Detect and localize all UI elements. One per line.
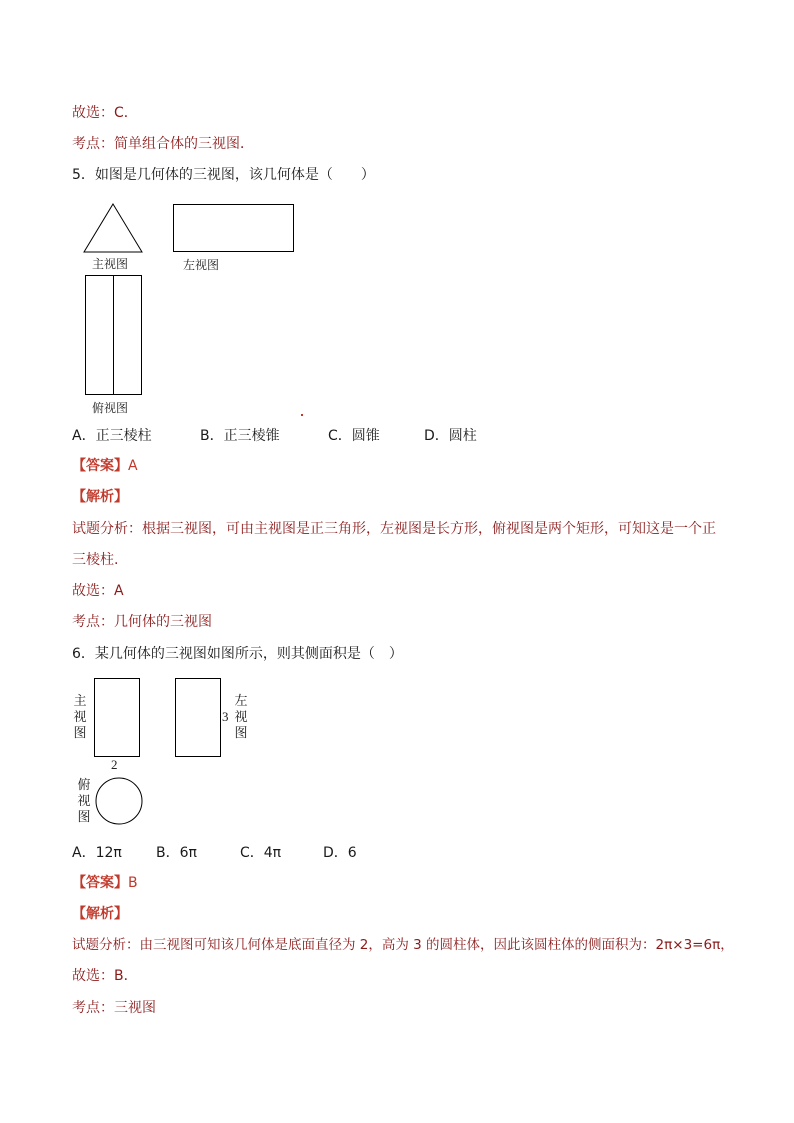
q5-left-view-rectangle	[173, 204, 294, 252]
q6-answer-tag: 【答案】	[72, 875, 128, 891]
q6-front-view-label: 主视图	[73, 694, 87, 741]
q6-stem: 6．某几何体的三视图如图所示，则其侧面积是（ ）	[72, 646, 403, 662]
q5-front-view-triangle	[82, 202, 144, 254]
q5-answer-value: A	[128, 458, 138, 474]
q5-answer-tag: 【答案】	[72, 458, 128, 474]
q4-conclusion: 故选：C．	[72, 105, 138, 121]
q6-topic: 考点：三视图	[72, 1000, 156, 1016]
q6-left-view-rectangle	[175, 678, 221, 757]
q5-answer	[72, 456, 138, 476]
q6-top-view-circle	[95, 777, 145, 827]
q5-stem: 5．如图是几何体的三视图，该几何体是（ ）	[72, 167, 375, 183]
q6-conclusion: 故选：B．	[72, 968, 138, 984]
stray-dot	[301, 414, 303, 416]
q5-top-view-divider	[113, 275, 114, 395]
q5-conclusion: 故选：A	[72, 583, 124, 599]
q6-option-c: C．4π	[240, 845, 282, 861]
q5-front-view-label: 主视图	[92, 257, 129, 271]
q6-front-width-label: 2	[111, 757, 118, 772]
q4-topic: 考点：简单组合体的三视图．	[72, 136, 254, 152]
q6-option-b: B．6π	[156, 845, 197, 861]
q6-answer	[72, 873, 138, 893]
q5-topic: 考点：几何体的三视图	[72, 614, 212, 630]
q5-option-a: A．正三棱柱	[72, 428, 152, 444]
q5-option-d: D．圆柱	[424, 428, 477, 444]
q5-left-view-label: 左视图	[183, 258, 220, 272]
q6-top-view-label: 俯视图	[77, 778, 91, 825]
q5-option-c: C．圆锥	[328, 428, 380, 444]
q5-option-b: B．正三棱锥	[200, 428, 280, 444]
q5-analysis-line2: 三棱柱.	[72, 552, 119, 568]
q5-analysis-tag: 【解析】	[72, 489, 128, 505]
q6-option-d: D．6	[323, 845, 357, 861]
q6-left-height-label: 3	[222, 709, 229, 724]
q6-front-view-rectangle	[94, 678, 140, 757]
q6-analysis-line1: 试题分析：由三视图可知该几何体是底面直径为 2，高为 3 的圆柱体，因此该圆柱体的侧面积为：2π×3=6π，	[72, 937, 734, 953]
q6-left-view-label: 左视图	[234, 694, 248, 741]
q6-analysis-tag: 【解析】	[72, 906, 128, 922]
q6-answer-value: B	[128, 875, 138, 891]
q6-option-a: A．12π	[72, 845, 122, 861]
q5-top-view-label: 俯视图	[92, 401, 129, 415]
q5-analysis-line1: 试题分析：根据三视图，可由主视图是正三角形，左视图是长方形，俯视图是两个矩形，可知这是一个正	[72, 521, 716, 537]
